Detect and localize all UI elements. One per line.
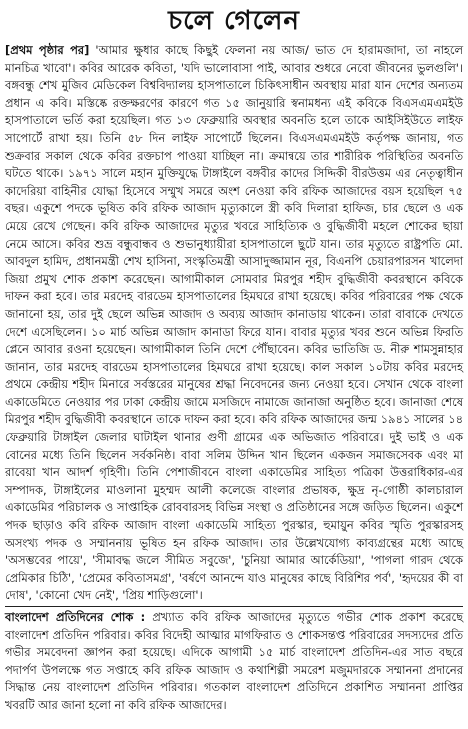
section-divider <box>5 606 463 607</box>
paragraph-main <box>5 42 463 605</box>
paragraph-main-text: 'আমার ক্ষুধার কাছে কিছুই ফেলনা নয় আজ/ ভাত দে হারামজাদা, তা নাহলে মানচিত্র খাবো'। কবির আরেক কবিতা, 'যদি ভালোবাসা পাই, আবার শুধরে নেবো জীবনের ভুলগুলি'। বঙ্গবন্ধু শেখ মুজিব মেডিকেল বিশ্ববিদ্যালয় হাসপাতালে চিকিৎসাধীন অবস্থায় মারা যান দেশের অন্যতম প্রধান এ কবি। মস্তিষ্কে রক্তক্ষরণের কারণে গত ১৫ জানুয়ারি স্বনামধন্য এই কবিকে বিএসএমএমইউ হাসপাতালে ভর্তি করা হয়েছিল। গত ১৩ ফেব্রুয়ারি অবস্থার অবনতি হলে তাকে আইসিইউতে লাইফ সাপোর্টে রাখা হয়। তিনি ৫৮ দিন লাইফ সাপোর্টে ছিলেন। বিএসএমএমইউ কর্তৃপক্ষ জানায়, গত শুক্রবার সকাল থেকে কবির রক্তচাপ পাওয়া যাচ্ছিল না। ক্রমান্বয়ে তার শারীরিক পরিস্থিতির অবনতি ঘটতে থাকে। ১৯৭১ সালে মহান মুক্তিযুদ্ধে টাঙ্গাইলে বঙ্গবীর কাদের সিদ্দিকী বীরউত্তম এর নেতৃত্বাধীন কাদেরিয়া বাহিনীর যোদ্ধা হিসেবে সম্মুখ সমরে অংশ নেওয়া কবি রফিক আজাদের বয়স হয়েছিল ৭৫ বছর। একুশে পদকে ভূষিত কবি রফিক আজাদ মৃত্যুকালে স্ত্রী কবি দিলারা হাফিজ, চার ছেলে ও এক মেয়ে রেখে গেছেন। কবি রফিক আজাদের মৃত্যুর খবরে সাহিত্যিক ও বুদ্ধিজীবী মহলে শোকের ছায়া নেমে আসে। কবির শুভ্র বন্ধুবান্ধব ও শুভানুধ্যায়ীরা হাসপাতালে ছুটে যান। তার মৃত্যুতে রাষ্ট্রপতি মো. আবদুল হামিদ, প্রধানমন্ত্রী শেখ হাসিনা, সংস্কৃতিমন্ত্রী আসাদুজ্জামান নূর, বিএনপি চেয়ারপারসন খালেদা জিয়া প্রমুখ শোক প্রকাশ করেছেন। আগামীকাল সোমবার মিরপুর শহীদ বুদ্ধিজীবী কবরস্থানে কবিকে দাফন করা হবে। তার মরদেহ বারডেম হাসপাতালের হিমঘরে রাখা হয়েছে। কবির পরিবারের পক্ষ থেকে জানানো হয়, তার দুই ছেলে অভিন্ন আজাদ ও অব্যয় আজাদ কানাডায় থাকেন। তারা বাবাকে দেখতে দেশে এসেছিলেন। ১০ মার্চ অভিন্ন আজাদ কানাডা ফিরে যান। বাবার মৃত্যুর খবর শুনে অভিন্ন ফিরতি প্লেনে আবার রওনা হয়েছেন। আগামীকাল তিনি দেশে পৌঁছাবেন। কবির ভাতিজি ড. নীরু শামসুন্নাহার জানান, তার মরদেহ বারডেম হাসপাতালের হিমঘরে রাখা হয়েছে। কাল সকাল ১০টায় কবির মরদেহ প্রথমে কেন্দ্রীয় শহীদ মিনারে সর্বস্তরের মানুষের শ্রদ্ধা নিবেদনের জন্য নেওয়া হবে। সেখান থেকে বাংলা একাডেমিতে নেওয়ার পর ঢাকা কেন্দ্রীয় জামে মসজিদে নামাজে জানাজা অনুষ্ঠিত হবে। জানাজা শেষে মিরপুর শহীদ বুদ্ধিজীবী কবরস্থানে তাকে দাফন করা হবে। কবি রফিক আজাদের জন্ম ১৯৪১ সালের ১৪ ফেব্রুয়ারি টাঙ্গাইল জেলার ঘাটাইল থানার গুণী গ্রামের এক অভিজাত পরিবারে। দুই ভাই ও এক বোনের মধ্যে তিনি ছিলেন সর্বকনিষ্ঠ। বাবা সলিম উদ্দিন খান ছিলেন একজন সমাজসেবক এবং মা রাবেয়া খান আদর্শ গৃহিণী। তিনি পেশাজীবনে বাংলা একাডেমির সাহিত্য পত্রিকা উত্তরাধিকার-এর সম্পাদক, টাঙ্গাইলের মাওলানা মুহম্মদ আলী কলেজে বাংলার প্রভাষক, ক্ষুদ্র নৃ-গোষ্ঠী কালচারাল একাডেমির পরিচালক ও সাপ্তাহিক রোববারসহ বিভিন্ন সংস্থা ও প্রতিষ্ঠানের সঙ্গে জড়িত ছিলেন। একুশে পদক ছাড়াও কবি রফিক আজাদ বাংলা একাডেমি সাহিত্য পুরস্কার, হুমায়ুন কবির স্মৃতি পুরস্কারসহ অসংখ্য পদক ও সম্মাননায় ভূষিত হন রফিক আজাদ। তার উল্লেখযোগ্য কাব্যগ্রন্থের মধ্যে আছে 'অসম্ভবের পায়ে', 'সীমাবদ্ধ জলে সীমিত সবুজে', 'চুনিয়া আমার আর্কেডিয়া', 'পাগলা গারদ থেকে প্রেমিকার চিঠি', 'প্রেমের কবিতাসমগ্র', 'বর্ষণে আনন্দে যাও মানুষের কাছে বিরিশির পর্ব', 'হৃদয়ের কী বা দোষ', 'কোনো খেদ নেই', 'প্রিয় শাড়িগুলো'। <box>5 43 463 603</box>
continuation-label: [প্রথম পৃষ্ঠার পর] <box>5 43 90 57</box>
condolence-label: বাংলাদেশ প্রতিদিনের শোক : <box>5 610 146 624</box>
paragraph-condolence-text: প্রখ্যাত কবি রফিক আজাদের মৃত্যুতে গভীর শোক প্রকাশ করেছে বাংলাদেশ প্রতিদিন পরিবার। কবির বিদেহী আত্মার মাগফিরাত ও শোকসন্তপ্ত পরিবারের সদস্যদের প্রতি গভীর সমবেদনা জ্ঞাপন করা হয়েছে। এদিকে আগামী ১৫ মার্চ বাংলাদেশ প্রতিদিন-এর সাত বছরে পদার্পণ উপলক্ষে গত সপ্তাহে কবি রফিক আজাদ ও কথাশিল্পী সমরেশ মজুমদারকে সম্মাননা প্রদানের সিদ্ধান্ত নেয় বাংলাদেশ প্রতিদিন পরিবার। গতকাল বাংলাদেশ প্রতিদিনে প্রকাশিত সম্মাননা প্রাপ্তির খবরটি আর জানা হলো না কবি রফিক আজাদের। <box>5 610 463 712</box>
paragraph-condolence <box>5 609 463 715</box>
headline: চলে গেলেন <box>168 6 300 36</box>
